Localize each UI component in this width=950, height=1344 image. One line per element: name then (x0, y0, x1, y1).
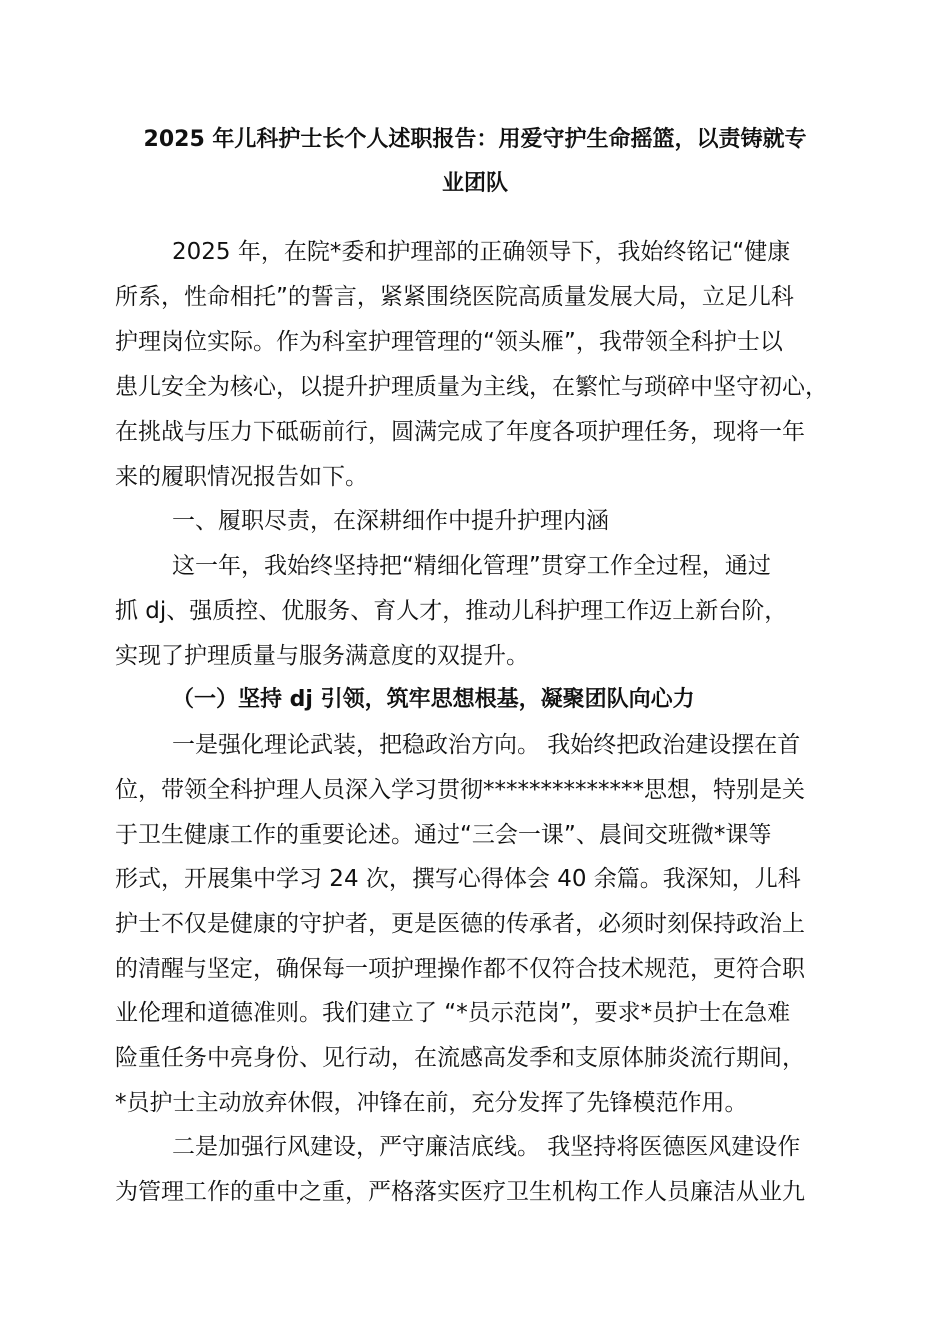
body-line: 为管理工作的重中之重，严格落实医疗卫生机构工作人员廉洁从业九 (115, 1179, 805, 1205)
body-line: 患儿安全为核心，以提升护理质量为主线，在繁忙与琐碎中坚守初心， (115, 374, 828, 400)
body-line: 形式，开展集中学习 24 次，撰写心得体会 40 余篇。我深知，儿科 (115, 866, 801, 892)
body-line: 险重任务中亮身份、见行动，在流感高发季和支原体肺炎流行期间， (115, 1045, 805, 1071)
body-line: 抓 dj、强质控、优服务、育人才，推动儿科护理工作迈上新台阶， (115, 598, 788, 624)
body-line: 位，带领全科护理人员深入学习贯彻**************思想，特别是关 (115, 777, 805, 803)
body-line: 实现了护理质量与服务满意度的双提升。 (115, 643, 529, 669)
body-line: 这一年，我始终坚持把“精细化管理”贯穿工作全过程，通过 (172, 553, 771, 579)
title-line: 2025 年儿科护士长个人述职报告：用爱守护生命摇篮，以责铸就专 (143, 127, 807, 152)
title-line: 业团队 (441, 171, 508, 196)
body-line: 护理岗位实际。作为科室护理管理的“领头雁”，我带领全科护士以 (115, 329, 783, 355)
body-line: 于卫生健康工作的重要论述。通过“三会一课”、晨间交班微*课等 (115, 822, 772, 848)
body-line: 在挑战与压力下砥砺前行，圆满完成了年度各项护理任务，现将一年 (115, 419, 805, 445)
body-line: 护士不仅是健康的守护者，更是医德的传承者，必须时刻保持政治上 (115, 911, 805, 937)
body-line: 业伦理和道德准则。我们建立了 “*员示范岗”，要求*员护士在急难 (115, 1000, 791, 1026)
section-heading: 一、履职尽责，在深耕细作中提升护理内涵 (172, 508, 609, 534)
body-line: *员护士主动放弃休假，冲锋在前，充分发挥了先锋模范作用。 (115, 1090, 748, 1116)
body-line: 所系，性命相托”的誓言，紧紧围绕医院高质量发展大局，立足儿科 (115, 284, 794, 310)
body-line: 一是强化理论武装，把稳政治方向。 我始终把政治建设摆在首 (172, 732, 801, 758)
body-line: 的清醒与坚定，确保每一项护理操作都不仅符合技术规范，更符合职 (115, 956, 805, 982)
body-line: 2025 年，在院*委和护理部的正确领导下，我始终铭记“健康 (172, 239, 791, 265)
body-line: 来的履职情况报告如下。 (115, 464, 368, 490)
report-title (115, 118, 835, 206)
body-line: 二是加强行风建设，严守廉洁底线。 我坚持将医德医风建设作 (172, 1134, 801, 1160)
subsection-heading: （一）坚持 dj 引领，筑牢思想根基，凝聚团队向心力 (172, 687, 695, 712)
